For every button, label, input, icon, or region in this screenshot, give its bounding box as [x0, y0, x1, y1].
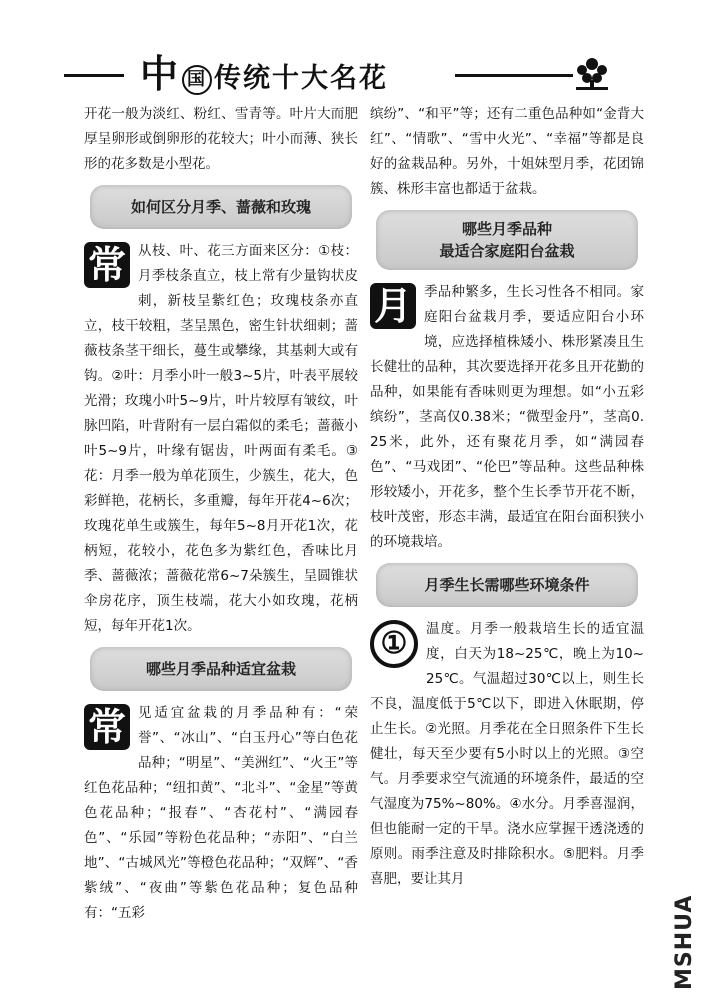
watermark: MSHUA [672, 894, 697, 990]
flower-ornament-icon [572, 54, 612, 92]
section-body-potted-varieties [84, 701, 358, 926]
left-column [84, 102, 358, 926]
section-heading-balcony [376, 210, 638, 270]
section-heading-potted-varieties [90, 647, 352, 691]
intro-paragraph: 开花一般为淡红、粉红、雪青等。叶片大而肥厚呈卵形或倒卵形的花较大；叶小而薄、狭长形的花多数是小型花。 [84, 106, 358, 172]
section-heading-distinguish [90, 185, 352, 229]
title-lead-char: 中 [140, 52, 181, 96]
section-heading-line1: 哪些月季品种 [461, 220, 552, 238]
section-body-text: 季品种繁多，生长习性各不相同。家庭阳台盆栽月季，要适应阳台小环境，应选择植株矮小、株形紧凑且生长健壮的品种，其次要选择开花多且开花勤的品种，如果能有香味则更为理想。如“小五彩缤纷”，茎高仅0.38米；“微型金丹”，茎高0.25米，此外，还有聚花月季，如“满园春色”、“马戏团”、“伦巴”等品种。这些品种株形较矮小，开花多，整个生长季节开花不断，枝叶茂密，形态丰满，最适宜在阳台面积狭小的环境栽培。 [370, 284, 644, 550]
section-body-balcony [370, 280, 644, 555]
section-body-text: 见适宜盆栽的月季品种有：“荣誉”、“冰山”、“白玉丹心”等白色花品种；“明星”、“美洲红”、“火王”等红色花品种；“纽扣黄”、“北斗”、“金星”等黄色花品种；“报春”、“杏花村”、“满园春色”、“乐园”等粉色花品种；“赤阳”、“白兰地”、“古城风光”等橙色花品种；“双辉”、“香紫绒”、“夜曲”等紫色花品种；复色品种有：“五彩 [84, 705, 358, 921]
section-heading-line2: 最适合家庭阳台盆栽 [439, 242, 575, 260]
section-heading-environment [376, 563, 638, 607]
title-rest: 传统十大名花 [214, 63, 389, 94]
title-boxed-char: 国 [182, 65, 212, 95]
section-body-distinguish [84, 239, 358, 639]
continued-paragraph: 缤纷”、“和平”等；还有二重色品种如“金背大红”、“情歌”、“雪中火光”、“幸福”等都是良好的盆栽品种。另外，十姐妹型月季，花团锦簇、株形丰富也都适于盆栽。 [370, 106, 644, 197]
section-body-text: 温度。月季一般栽培生长的适宜温度，白天为18~25℃，晚上为10~25℃。气温超过30℃以上，则生长不良，温度低于5℃以下，即进入休眠期，停止生长。②光照。月季花在全日照条件下生长健壮，每天至少要有5小时以上的光照。③空气。月季要求空气流通的环境条件，最适的空气湿度为75%~80%。④水分。月季喜湿润，但也能耐一定的干旱。浇水应掌握干透浇透的原则。雨季注意及时排除积水。⑤肥料。月季喜肥，要让其月 [370, 621, 644, 887]
section-heading-text: 月季生长需哪些环境条件 [424, 575, 590, 594]
section-body-environment [370, 617, 644, 892]
drop-cap: 常 [84, 242, 130, 288]
drop-cap: 常 [84, 704, 130, 750]
header-rule-right [455, 74, 573, 77]
drop-cap: 月 [370, 283, 416, 329]
section-heading-text: 如何区分月季、蔷薇和玫瑰 [130, 197, 311, 216]
page-header [60, 52, 640, 96]
section-body-text: 从枝、叶、花三方面来区分：①枝：月季枝条直立，枝上常有少量钩状皮刺，新枝呈紫红色；玫瑰枝条亦直立，枝干较粗，茎呈黑色，密生针状细刺；蔷薇枝条茎干细长，蔓生或攀缘，其基刺大或有钩。②叶：月季小叶一般3~5片，叶表平展较光滑；玫瑰小叶5~9片，叶片较厚有皱纹，叶脉凹陷，叶背附有一层白霜似的柔毛；蔷薇小叶5~9片，叶缘有锯齿，叶两面有柔毛。③花：月季一般为单花顶生，少簇生，花大，色彩鲜艳，花柄长，多重瓣，每年开花4~6次；玫瑰花单生或簇生，每年5~8月开花1次，花柄短，花较小，花色多为紫红色，香味比月季、蔷薇浓；蔷薇花常6~7朵簇生，呈圆锥状伞房花序，顶生枝端，花大小如玫瑰，花柄短，每年开花1次。 [84, 243, 358, 634]
drop-cap-numbered: ① [370, 620, 418, 668]
right-column [370, 102, 644, 892]
page-title [140, 52, 388, 101]
header-rule-left [64, 74, 124, 77]
section-heading-text: 哪些月季品种适宜盆栽 [145, 659, 296, 678]
